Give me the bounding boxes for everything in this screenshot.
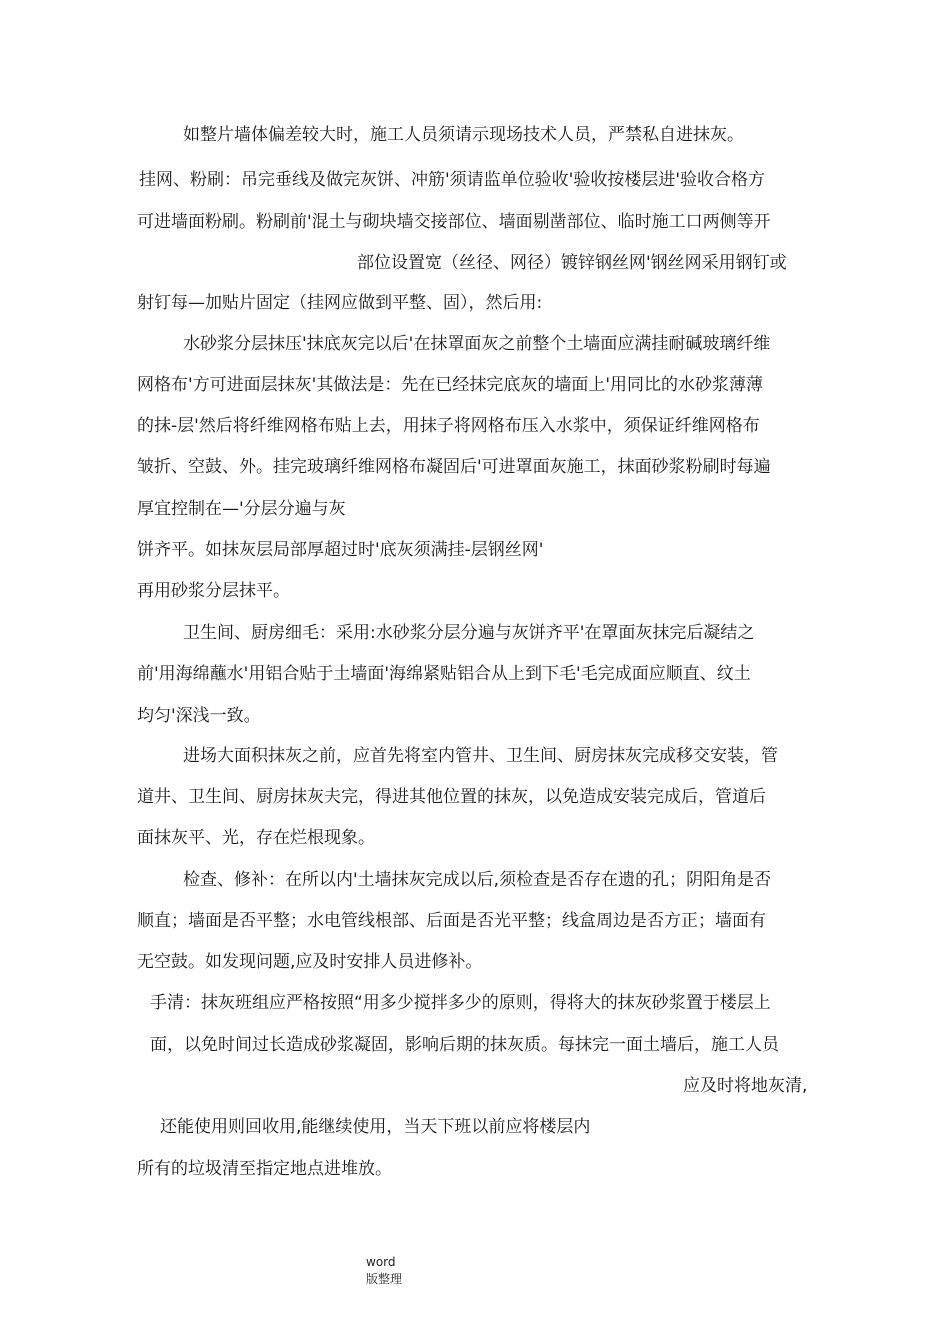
text-line-20: 顺直；墙面是否平整；水电管线根部、后面是否光平整；线盒周边是否方正；墙面有: [137, 911, 766, 931]
text-line-26: 所有的垃圾清至指定地点进堆放。: [137, 1159, 392, 1179]
text-line-7: 网格布'方可进面层抹灰'其做法是：先在已经抹完底灰的墙面上'用同比的水砂浆薄薄: [137, 375, 764, 395]
footer-word: word: [366, 1255, 396, 1269]
text-line-2: 挂网、粉刷：吊完垂线及做完灰饼、冲筋'须请监单位验收'验收按楼层进'验收合格方: [139, 170, 766, 190]
text-line-11: 饼齐平。如抹灰层局部厚超过时'底灰须满挂-层钢丝网': [137, 540, 544, 560]
text-line-14: 前'用海绵蘸水'用铝合贴于土墙面'海绵紧贴铝合从上到下毛'毛完成面应顺直、纹土: [137, 664, 751, 684]
text-line-24: 应及时将地灰清,: [683, 1076, 808, 1096]
text-line-6: 水砂浆分层抹压'抹底灰完以后'在抹罩面灰之前整个土墙面应满挂耐碱玻璃纤维: [183, 334, 771, 354]
text-line-5: 射钉每—加贴片固定（挂网应做到平整、固），然后用:: [137, 293, 543, 313]
text-line-17: 道井、卫生间、厨房抹灰夫完，得进其他位置的抹灰，以免造成安装完成后，管道后: [137, 787, 766, 807]
text-line-19: 检查、修补：在所以内'土墙抹灰完成以后,须检查是否存在遗的孔；阴阳角是否: [183, 870, 772, 890]
text-line-16: 进场大面积抹灰之前，应首先将室内管井、卫生间、厨房抹灰完成移交安装，管: [183, 746, 778, 766]
text-line-23: 面，以免时间过长造成砂浆凝固，影响后期的抹灰质。每抹完一面土墙后，施工人员: [150, 1035, 779, 1055]
text-line-13: 卫生间、厨房细毛：采用:水砂浆分层分遍与灰饼齐平'在罩面灰抹完后凝结之: [183, 623, 755, 643]
text-line-12: 再用砂浆分层抹平。: [137, 581, 290, 601]
text-line-21: 无空鼓。如发现问题,应及时安排人员进修补。: [137, 952, 483, 972]
text-line-8: 的抹-层'然后将纤维网格布贴上去，用抹子将网格布压入水浆中，须保证纤维网格布: [137, 416, 760, 436]
text-line-1: 如整片墙体偏差较大时，施工人员须请示现场技术人员，严禁私自进抹灰。: [183, 125, 744, 145]
text-line-3: 可进墙面粉刷。粉刷前'混土与砌块墙交接部位、墙面剔凿部位、临时施工口两侧等开: [137, 212, 771, 232]
text-line-18: 面抹灰平、光，存在烂根现象。: [137, 828, 375, 848]
footer-note: 版整理: [366, 1272, 403, 1286]
text-line-25: 还能使用则回收用,能继续使用，当天下班以前应将楼层内: [160, 1117, 591, 1137]
text-line-9: 皱折、空鼓、外。挂完玻璃纤维网格布凝固后'可进罩面灰施工，抹面砂浆粉刷时每遍: [137, 457, 771, 477]
text-line-10: 厚宜控制在—'分层分遍与灰: [137, 499, 346, 519]
text-line-22: 手清：抹灰班组应严格按照“用多少搅拌多少的原则，得将大的抹灰砂浆置于楼层上: [150, 993, 771, 1013]
text-line-15: 均匀'深浅一致。: [137, 706, 261, 726]
text-line-4: 部位设置宽（丝径、网径）镀锌钢丝网'钢丝网采用钢钉或: [357, 253, 787, 273]
